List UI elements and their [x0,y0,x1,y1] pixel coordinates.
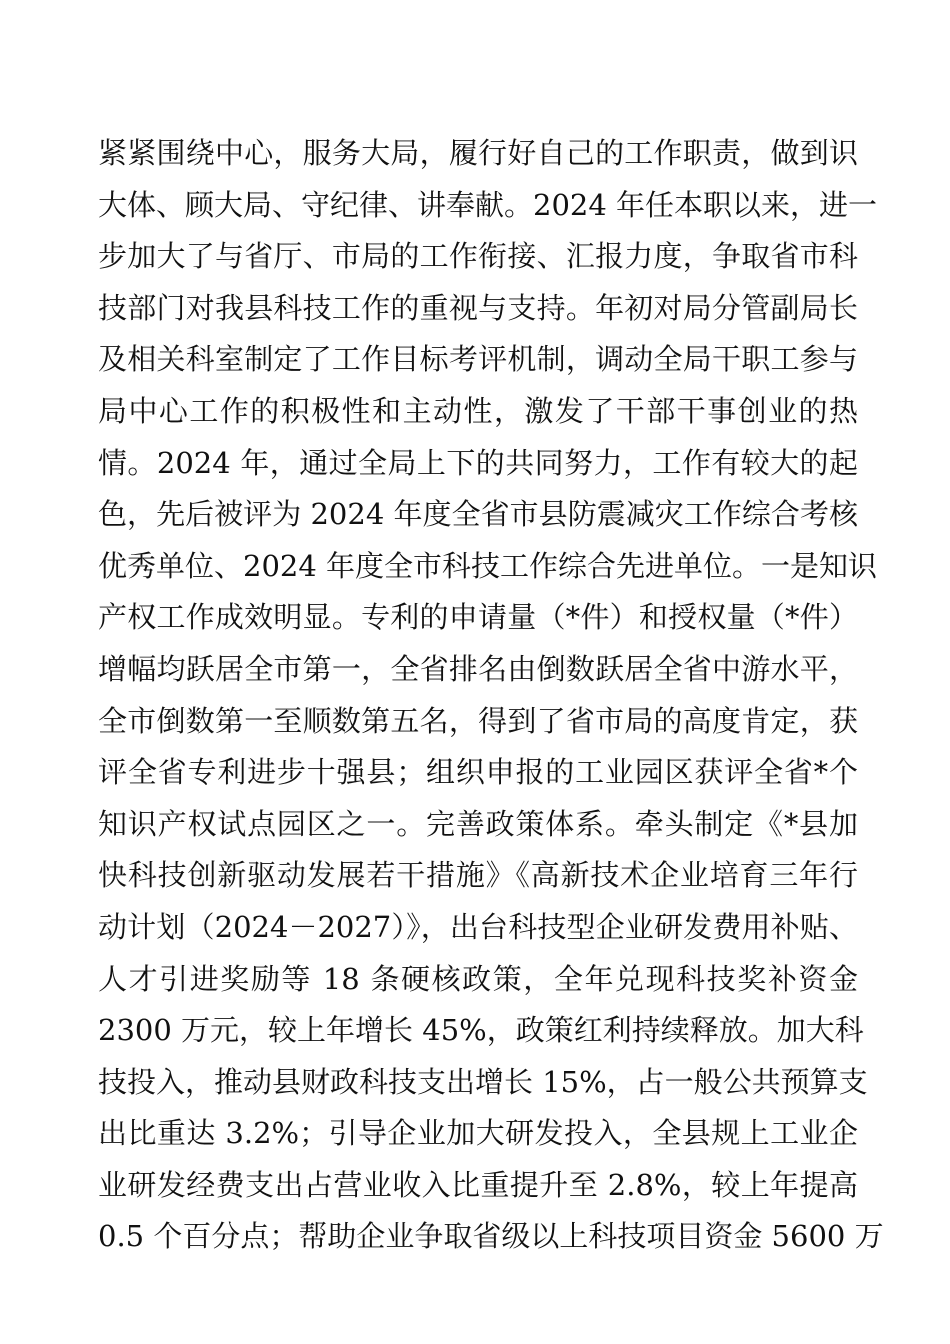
text-line: 人才引进奖励等 18 条硬核政策，全年兑现科技奖补资金 [98,961,858,996]
text-line: 技投入，推动县财政科技支出增长 15%，占一般公共预算支 [98,1064,868,1099]
text-line: 情。2024 年，通过全局上下的共同努力，工作有较大的起 [98,445,858,480]
text-line: 出比重达 3.2%；引导企业加大研发投入，全县规上工业企 [98,1116,858,1151]
text-line: 产权工作成效明显。专利的申请量（*件）和授权量（*件） [98,600,858,635]
text-line: 优秀单位、2024 年度全市科技工作综合先进单位。一是知识 [98,548,878,583]
text-line: 及相关科室制定了工作目标考评机制，调动全局干职工参与 [98,342,858,377]
text-line: 大体、顾大局、守纪律、讲奉献。2024 年任本职以来，进一 [98,187,878,222]
text-line: 步加大了与省厅、市局的工作衔接、汇报力度，争取省市科 [98,239,858,274]
text-line: 增幅均跃居全市第一，全省排名由倒数跃居全省中游水平， [98,651,858,686]
text-line: 0.5 个百分点；帮助企业争取省级以上科技项目资金 5600 万 [98,1219,884,1254]
text-line: 全市倒数第一至顺数第五名，得到了省市局的高度肯定，获 [98,703,858,738]
text-line: 技部门对我县科技工作的重视与支持。年初对局分管副局长 [98,290,858,325]
text-line: 紧紧围绕中心，服务大局，履行好自己的工作职责，做到识 [98,136,858,170]
text-line: 业研发经费支出占营业收入比重提升至 2.8%，较上年提高 [98,1167,858,1202]
text-line: 动计划（2024－2027）》，出台科技型企业研发费用补贴、 [98,909,858,944]
text-line: 评全省专利进步十强县；组织申报的工业园区获评全省*个 [98,755,858,790]
body-paragraph [98,128,884,1263]
text-line: 局中心工作的积极性和主动性，激发了干部干事创业的热 [98,393,858,428]
text-line: 色，先后被评为 2024 年度全省市县防震减灾工作综合考核 [98,497,858,532]
text-line: 快科技创新驱动发展若干措施》《高新技术企业培育三年行 [98,858,858,893]
text-line: 2300 万元，较上年增长 45%，政策红利持续释放。加大科 [98,1013,864,1048]
text-line: 知识产权试点园区之一。完善政策体系。牵头制定《*县加 [98,806,858,841]
